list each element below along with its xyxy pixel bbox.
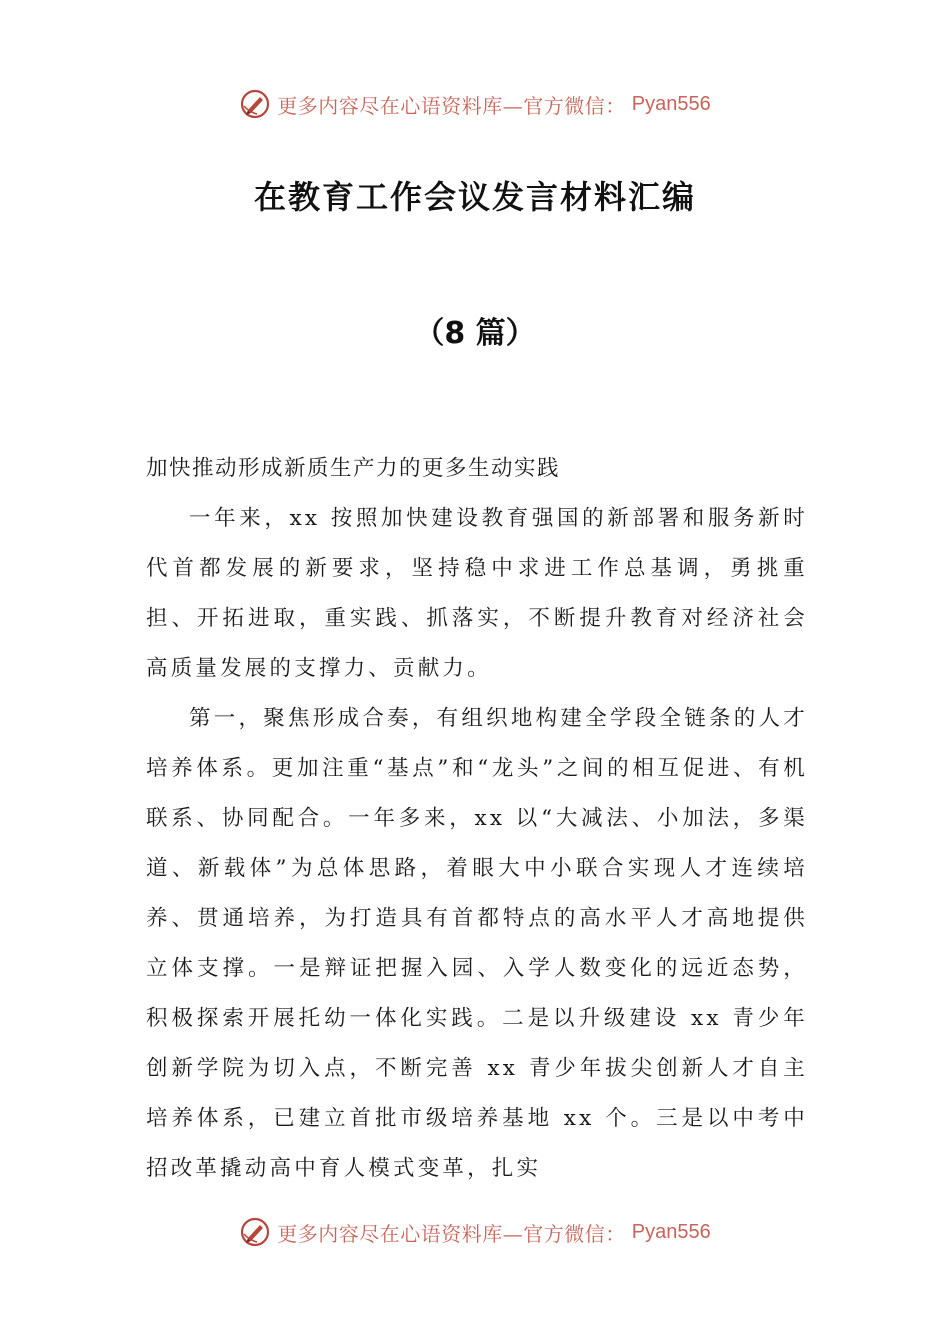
paragraph: 第一，聚焦形成合奏，有组织地构建全学段全链条的人才培养体系。更加注重“基点”和“龙头”之间的相互促进、有机联系、协同配合。一年多来，xx 以“大减法、小加法，多渠道、新载体”为总体思路，着眼大中小联合实现人才连续培养、贯通培养，为打造具有首都特点的高水平人才高地提供立体支撑。一是辩证把握入园、入学人数变化的远近态势，积极探索开展托幼一体化实践。二是以升级建设 xx 青少年创新学院为切入点，不断完善 xx 青少年拔尖创新人才自主培养体系，已建立首批市级培养基地 xx 个。三是以中考中招改革撬动高中育人模式变革，扎实 [146,706,808,1181]
section-heading: 加快推动形成新质生产力的更多生动实践 [146,456,561,481]
pen-circle-logo-icon [239,1216,271,1248]
header-watermark [0,84,950,124]
footer-watermark [0,1212,950,1252]
watermark-text: 更多内容尽在心语资料库—官方微信： [277,93,626,118]
watermark-text: 更多内容尽在心语资料库—官方微信： [277,1221,626,1246]
document-body [146,444,808,1194]
watermark-brand: Pyan556 [631,1220,711,1243]
pen-circle-logo-icon [239,88,271,120]
page-subtitle: （8 篇） [414,316,536,351]
paragraph: 一年来，xx 按照加快建设教育强国的新部署和服务新时代首都发展的新要求，坚持稳中求进工作总基调，勇挑重担、开拓进取，重实践、抓落实，不断提升教育对经济社会高质量发展的支撑力、贡献力。 [146,506,808,681]
watermark-brand: Pyan556 [631,92,711,115]
page-title: 在教育工作会议发言材料汇编 [253,178,696,216]
